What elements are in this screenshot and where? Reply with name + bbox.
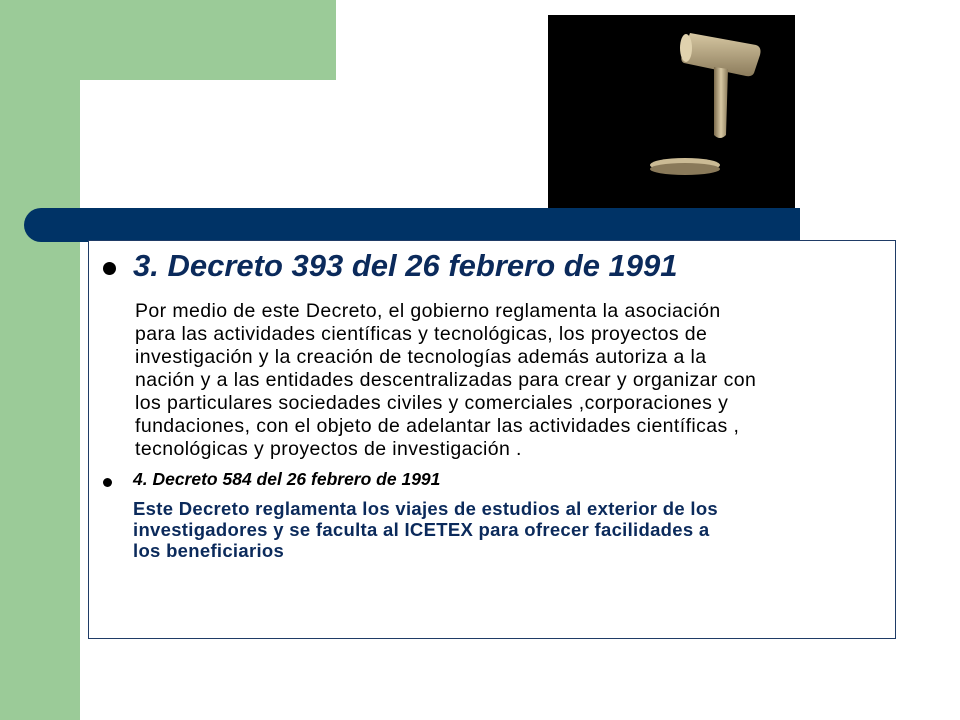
paragraph-line: tecnológicas y proyectos de investigación . (135, 438, 522, 460)
title-bar (24, 208, 800, 242)
decor-white-corner (80, 80, 340, 220)
paragraph-line: para las actividades científicas y tecnológicas, los proyectos de (135, 323, 708, 345)
decor-green-top (0, 0, 336, 80)
paragraph-line: investigación y la creación de tecnologías además autoriza a la (135, 346, 707, 368)
bullet-icon (103, 478, 112, 487)
paragraph-line: los particulares sociedades civiles y comerciales ,corporaciones y (135, 392, 729, 414)
bullet-icon (103, 262, 116, 275)
decree-584-paragraph (133, 498, 883, 561)
decree-393-heading: 3. Decreto 393 del 26 febrero de 1991 (133, 248, 678, 283)
paragraph-line: fundaciones, con el objeto de adelantar las actividades científicas , (135, 415, 740, 437)
paragraph-line: Por medio de este Decreto, el gobierno reglamenta la asociación (135, 300, 721, 322)
decree-393-paragraph (135, 300, 875, 461)
decor-green-strip (0, 0, 80, 720)
gavel-image (548, 15, 795, 210)
gavel-icon (548, 15, 795, 210)
paragraph-line: los beneficiarios (133, 540, 285, 561)
paragraph-line: investigadores y se faculta al ICETEX para ofrecer facilidades a (133, 519, 710, 540)
paragraph-line: nación y a las entidades descentralizadas para crear y organizar con (135, 369, 757, 391)
decree-584-heading: 4. Decreto 584 del 26 febrero de 1991 (133, 469, 441, 489)
paragraph-line: Este Decreto reglamenta los viajes de estudios al exterior de los (133, 498, 719, 519)
